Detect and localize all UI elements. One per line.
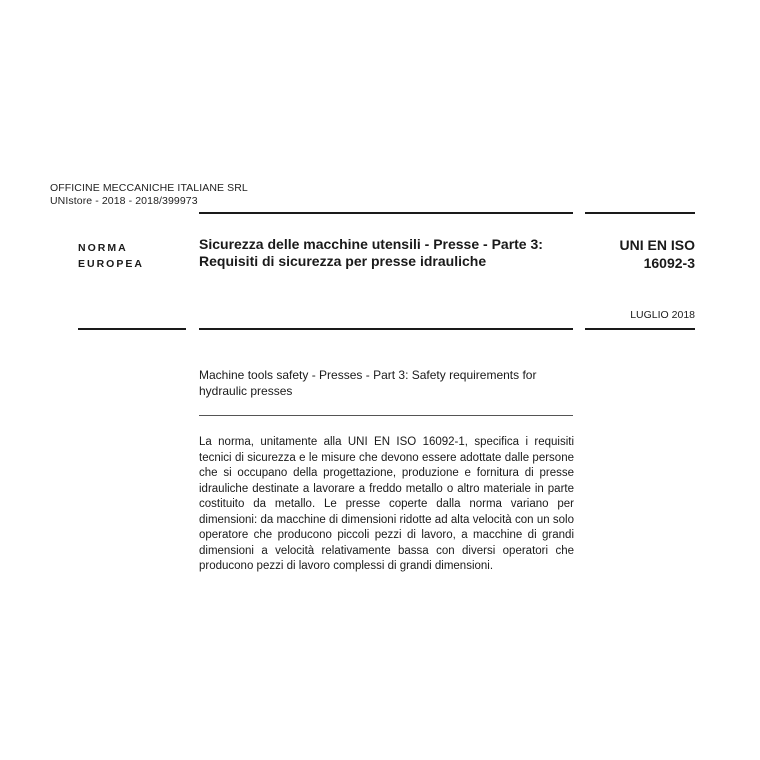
mid-rule-right xyxy=(585,328,695,330)
italian-title-line1: Sicurezza delle macchine utensili - Presse - Parte 3: xyxy=(199,236,543,252)
english-title-line1: Machine tools safety - Presses - Part 3: Safety requirements for xyxy=(199,368,537,382)
publication-date: LUGLIO 2018 xyxy=(630,309,695,321)
document-type-label xyxy=(78,240,144,272)
standard-code-line2: 16092-3 xyxy=(643,255,695,271)
mid-rule-left xyxy=(78,328,186,330)
document-watermark xyxy=(50,182,248,208)
english-title xyxy=(199,367,579,399)
top-rule-middle xyxy=(199,212,573,214)
italian-title xyxy=(199,236,579,270)
italian-title-line2: Requisiti di sicurezza per presse idrauliche xyxy=(199,253,487,269)
top-rule-right xyxy=(585,212,695,214)
company-name: OFFICINE MECCANICHE ITALIANE SRL xyxy=(50,182,248,194)
document-type-line1: NORMA xyxy=(78,242,128,254)
english-title-line2: hydraulic presses xyxy=(199,384,293,398)
mid-rule-middle xyxy=(199,328,573,330)
standard-code xyxy=(585,236,695,272)
store-reference: UNIstore - 2018 - 2018/399973 xyxy=(50,195,198,207)
standard-code-line1: UNI EN ISO xyxy=(619,237,695,253)
document-type-line2: EUROPEA xyxy=(78,258,144,270)
abstract-paragraph: La norma, unitamente alla UNI EN ISO 16092-1, specifica i requisiti tecnici di sicurezza e le misure che devono essere adottate dalle persone che si occupano della progettazione, produzione e fornitura di presse idrauliche destinate a lavorare a freddo metallo o altro materiale in parte costituito da metallo. Le presse coperte dalla norma variano per dimensioni: da macchine di dimensioni ridotte ad alta velocità con un solo operatore che producono piccoli pezzi di lavoro, a macchine di grandi dimensioni a velocità relativamente bassa con diversi operatori che producono pezzi di lavoro complessi di grandi dimensioni. xyxy=(199,436,574,572)
english-title-divider xyxy=(199,415,573,416)
